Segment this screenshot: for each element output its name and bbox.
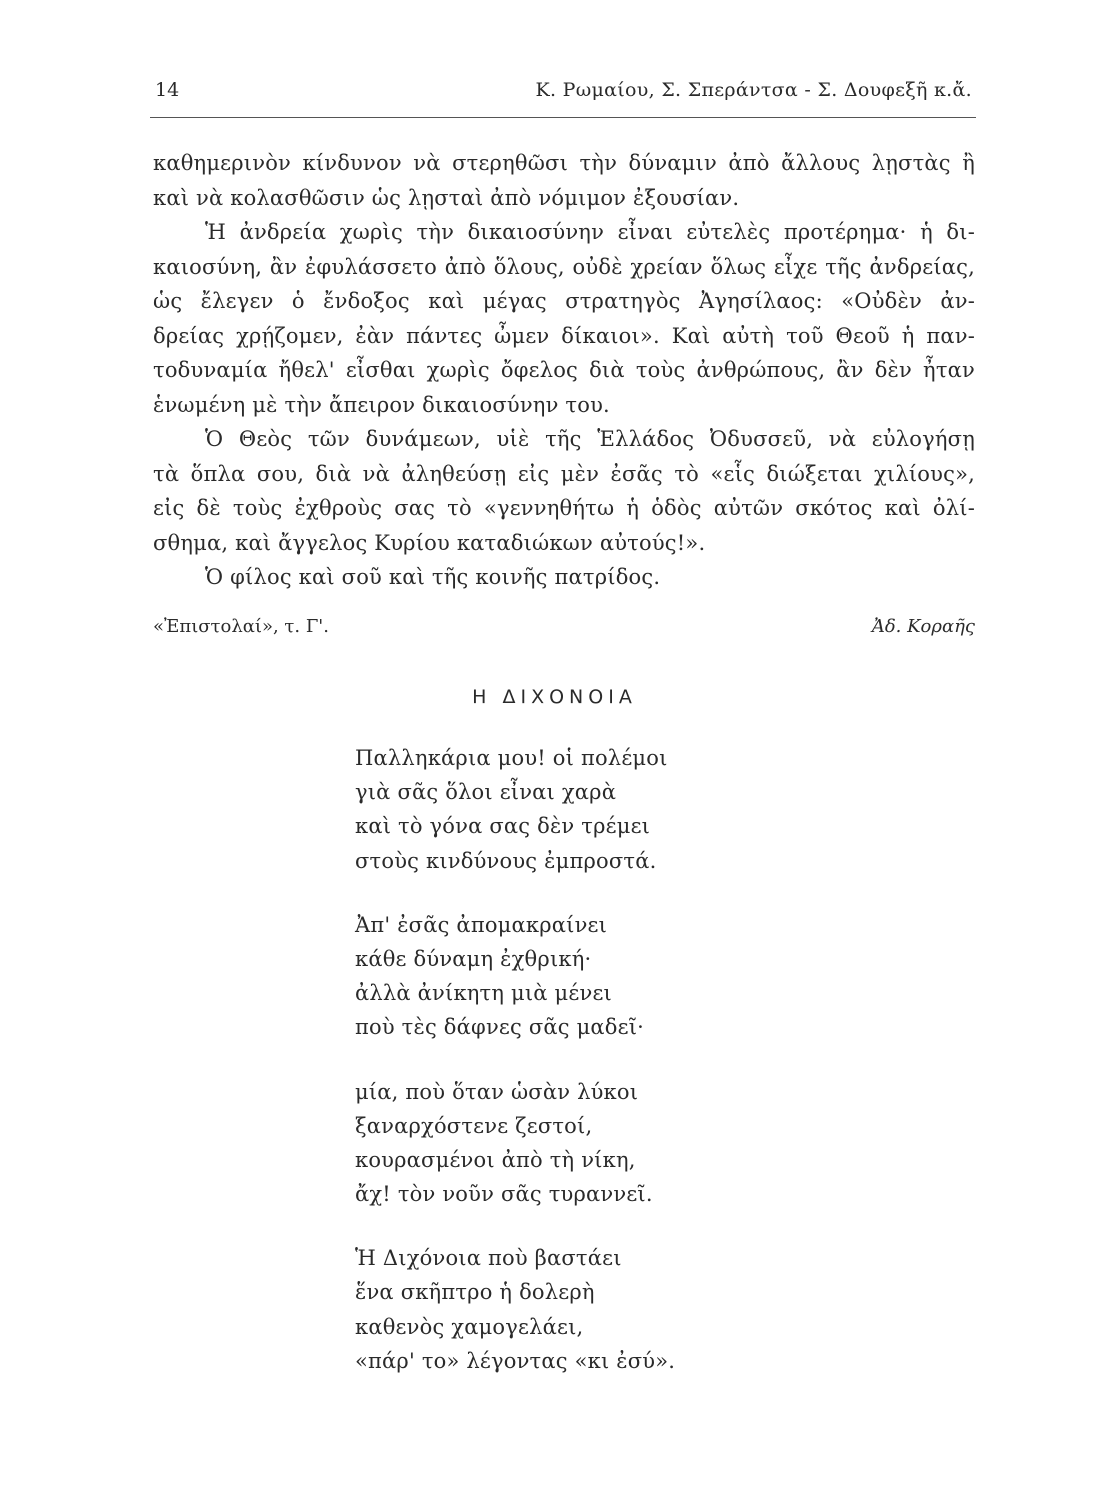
prose-line: Ὁ Θεὸς τῶν δυνάμεων, υἱὲ τῆς Ἑλλάδος Ὀδυσσεῦ, νὰ εὐλογήσῃ	[205, 427, 975, 451]
verse-line: ἕνα σκῆπτρο ἡ δολερὴ	[355, 1280, 595, 1305]
verse-line: γιὰ σᾶς ὅλοι εἶναι χαρὰ	[355, 780, 617, 805]
verse-line: μία, ποὺ ὅταν ὡσὰν λύκοι	[355, 1079, 639, 1104]
verse-line: Ἀπ' ἐσᾶς ἀπομακραίνει	[355, 912, 608, 937]
prose-line: σθημα, καὶ ἄγγελος Κυρίου καταδιώκων αὐτούς!».	[153, 530, 706, 555]
prose-line: εἰς δὲ τοὺς ἐχθροὺς σας τὸ «γεννηθήτω ἡ ὁδὸς αὐτῶν σκότος καὶ ὀλί-	[153, 496, 975, 520]
stanza	[355, 1241, 675, 1378]
prose-line: καθημερινὸν κίνδυνον νὰ στερηθῶσι τὴν δύναμιν ἀπὸ ἄλλους λῃστὰς ἢ	[153, 151, 975, 175]
verse-line: κουρασμένοι ἀπὸ τὴ νίκη,	[355, 1147, 636, 1172]
prose-line: ἑνωμένη μὲ τὴν ἄπειρον δικαιοσύνην του.	[153, 392, 610, 417]
verse-line: Παλληκάρια μου! οἱ πολέμοι	[355, 746, 668, 770]
running-head: Κ. Ρωμαίου, Σ. Σπεράντσα - Σ. Δουφεξῆ κ.ἄ.	[535, 79, 972, 101]
prose-line: καὶ νὰ κολασθῶσιν ὡς λῃσταὶ ἀπὸ νόμιμον ἐξουσίαν.	[153, 185, 740, 210]
verse-line: καθενὸς χαμογελάει,	[355, 1314, 584, 1339]
stanza	[355, 741, 675, 878]
prose-line: δρείας χρῄζομεν, ἐὰν πάντες ὦμεν δίκαιοι». Καὶ αὐτὴ τοῦ Θεοῦ ἡ παν-	[153, 323, 975, 348]
header-rule	[150, 117, 976, 118]
source-citation: «Ἐπιστολαί», τ. Γ'.	[153, 616, 329, 637]
author-signature: Ἀδ. Κοραῆς	[871, 616, 975, 637]
prose-block	[153, 146, 975, 595]
prose-line: Ὁ φίλος καὶ σοῦ καὶ τῆς κοινῆς πατρίδος.	[205, 565, 661, 589]
verse-line: ἀλλὰ ἀνίκητη μιὰ μένει	[355, 981, 612, 1006]
verse-line: στοὺς κινδύνους ἐμπροστά.	[355, 848, 657, 873]
verse-line: κάθε δύναμη ἐχθρική·	[355, 946, 592, 971]
prose-line: ὡς ἔλεγεν ὁ ἔνδοξος καὶ μέγας στρατηγὸς Ἀγησίλαος: «Οὐδὲν ἀν-	[153, 289, 975, 313]
page-number: 14	[155, 79, 180, 101]
prose-line: Ἡ ἀνδρεία χωρὶς τὴν δικαιοσύνην εἶναι εὐτελὲς προτέρημα· ἡ δι-	[205, 220, 975, 244]
verse-line: ξαναρχόστενε ζεστοί,	[355, 1113, 593, 1138]
verse-line: ποὺ τὲς δάφνες σᾶς μαδεῖ·	[355, 1015, 645, 1040]
prose-line: τοδυναμία ἤθελ' εἶσθαι χωρὶς ὄφελος διὰ τοὺς ἀνθρώπους, ἂν δὲν ἦταν	[153, 358, 975, 382]
verse-line: ἄχ! τὸν νοῦν σᾶς τυραννεῖ.	[355, 1182, 653, 1207]
prose-line: τὰ ὅπλα σου, διὰ νὰ ἀληθεύσῃ εἰς μὲν ἐσᾶς τὸ «εἷς διώξεται χιλίους»,	[153, 461, 975, 486]
poem	[355, 741, 675, 1408]
verse-line: καὶ τὸ γόνα σας δὲν τρέμει	[355, 814, 651, 839]
verse-line: «πάρ' το» λέγοντας «κι ἐσύ».	[355, 1348, 676, 1373]
prose-line: καιοσύνη, ἂν ἐφυλάσσετο ἀπὸ ὅλους, οὐδὲ χρείαν ὅλως εἶχε τῆς ἀνδρείας,	[153, 254, 975, 279]
stanza	[355, 908, 675, 1045]
verse-line: Ἡ Διχόνοια ποὺ βαστάει	[355, 1246, 622, 1271]
poem-title: Η ΔΙΧΟΝΟΙΑ	[472, 686, 637, 708]
source-attribution	[153, 612, 975, 642]
stanza	[355, 1075, 675, 1212]
